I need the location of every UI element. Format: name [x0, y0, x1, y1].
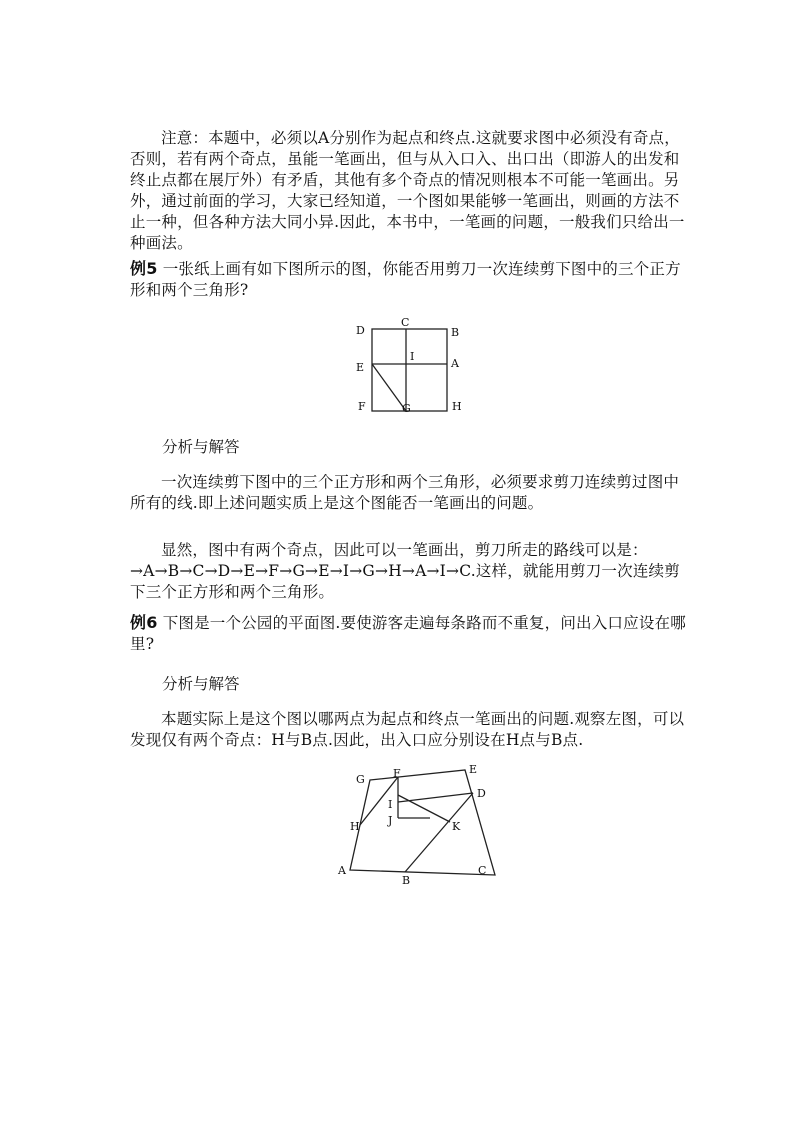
fig5-label-f: F: [358, 400, 366, 413]
fig5-label-c: C: [401, 316, 410, 329]
example5-question-text: 一张纸上画有如下图所示的图，你能否用剪刀一次连续剪下图中的三个正方形和两个三角形?: [130, 260, 681, 299]
example6-question: [130, 612, 690, 655]
example6-figure: [330, 760, 510, 890]
fig6-label-i: I: [388, 798, 393, 811]
fig6-label-f: F: [393, 767, 401, 780]
fig6-label-h: H: [350, 820, 360, 833]
fig6-label-g: G: [356, 773, 365, 786]
example5-label: 例5: [130, 259, 158, 278]
fig6-label-c: C: [478, 864, 487, 877]
fig5-label-e: E: [356, 361, 365, 374]
fig6-path-id: [398, 793, 473, 802]
fig6-label-e: E: [469, 763, 478, 776]
fig5-label-i: I: [410, 350, 415, 363]
fig5-label-g: G: [402, 402, 411, 415]
note-paragraph: 注意：本题中，必须以A分别作为起点和终点.这就要求图中必须没有奇点，否则，若有两个奇点，虽能一笔画出，但与从入口入、出口出（即游人的出发和终止点都在展厅外）有矛盾，其他有多个奇点的情况则根本不可能一笔画出。另外，通过前面的学习，大家已经知道，一个图如果能够一笔画出，则画的方法不止一种，但各种方法大同小异.因此，本书中，一笔画的问题，一般我们只给出一种画法。: [130, 129, 685, 252]
fig5-label-b: B: [451, 326, 460, 339]
example6-question-text: 下图是一个公园的平面图.要使游客走遍每条路而不重复，问出入口应设在哪里?: [130, 614, 686, 653]
fig5-label-h: H: [452, 400, 462, 413]
fig6-label-d: D: [477, 787, 486, 800]
example5-figure: [350, 312, 470, 422]
fig5-label-d: D: [356, 324, 365, 337]
fig5-outer-square: [372, 329, 447, 411]
fig6-park-outline: [350, 770, 495, 875]
fig6-path-bd: [405, 793, 473, 872]
example5-paragraph-2: 显然，图中有两个奇点，因此可以一笔画出，剪刀所走的路线可以是：→A→B→C→D→E→F→G→E→I→G→H→A→I→C.这样，就能用剪刀一次连续剪下三个正方形和两个三角形。: [130, 541, 680, 601]
example6-paragraph-1: 本题实际上是这个图以哪两点为起点和终点一笔画出的问题.观察左图，可以发现仅有两个奇点：H与B点.因此，出入口应分别设在H点与B点.: [130, 710, 685, 749]
fig6-label-a: A: [338, 864, 346, 877]
example5-paragraph-1: 一次连续剪下图中的三个正方形和两个三角形，必须要求剪刀连续剪过图中所有的线.即上述问题实质上是这个图能否一笔画出的问题。: [130, 473, 680, 512]
example5-question: [130, 258, 690, 301]
fig5-label-a: A: [451, 357, 459, 370]
example6-label: 例6: [130, 613, 158, 632]
fig6-label-b: B: [402, 874, 411, 887]
example5-analysis-heading: 分析与解答: [162, 438, 240, 456]
fig6-label-k: K: [452, 820, 461, 833]
example6-analysis-heading: 分析与解答: [162, 675, 240, 693]
fig5-diagonal: [372, 364, 406, 411]
fig6-label-j: J: [388, 814, 393, 827]
